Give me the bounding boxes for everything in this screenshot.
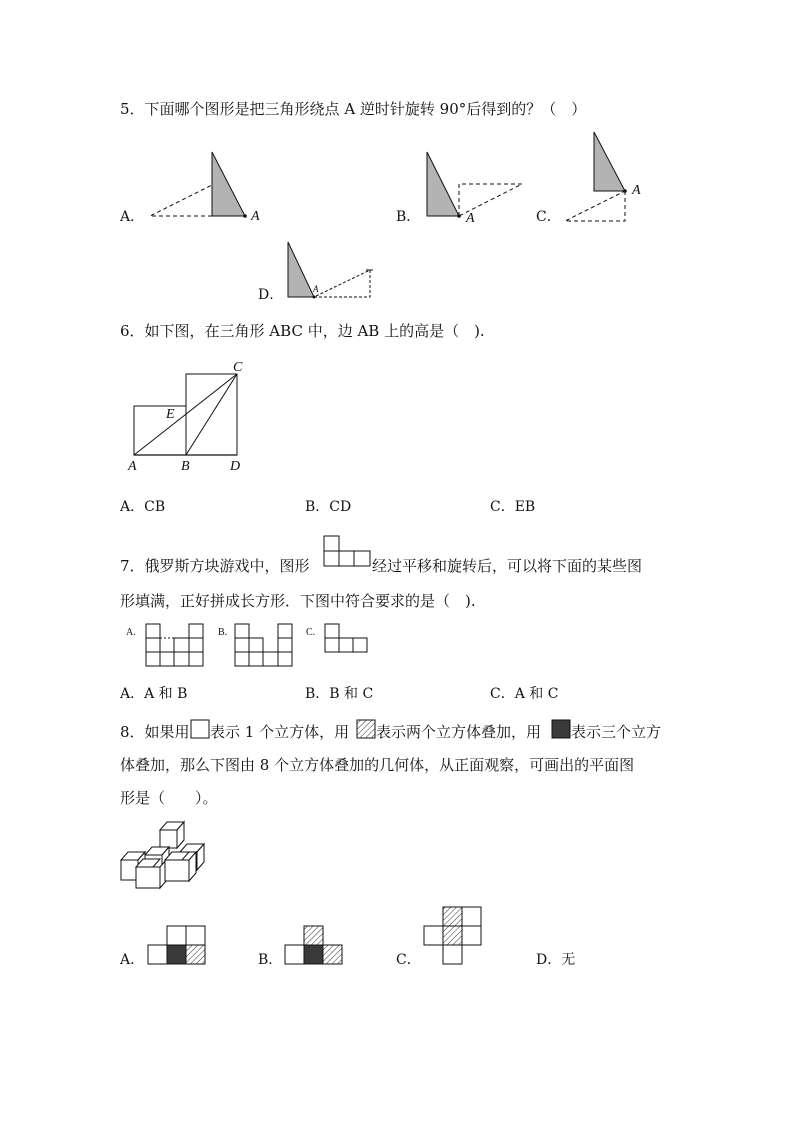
q8-option-a[interactable]: A．	[120, 952, 145, 968]
q8-option-b[interactable]: B．	[258, 952, 283, 968]
q6-option-c[interactable]: C．EB	[490, 499, 536, 515]
q8-line3: 形是（ ）。	[120, 789, 218, 807]
q7-stem-part2: 经过平移和旋转后，可以将下面的某些图	[372, 557, 643, 575]
q5-b-point-label: A	[466, 211, 475, 226]
q5-option-d[interactable]: D．	[258, 287, 284, 303]
q5-c-point-label: A	[632, 183, 641, 198]
q7-stem-part1: 7．俄罗斯方块游戏中，图形	[120, 557, 310, 575]
q7-fig-label-a: A.	[126, 627, 136, 638]
q7-option-b[interactable]: B．B 和 C	[305, 686, 374, 702]
q8-line2: 体叠加，那么下图由 8 个立方体叠加的几何体，从正面观察，可画出的平面图	[120, 756, 635, 774]
q5-option-b[interactable]: B．	[396, 209, 421, 225]
q5-stem: 5．下面哪个图形是把三角形绕点 A 逆时针旋转 90°后得到的？（ ）	[120, 100, 587, 118]
q5-a-point-label: A	[251, 209, 260, 224]
q8-option-d[interactable]: D．无	[536, 952, 576, 968]
q6-label-a: A	[128, 459, 137, 474]
q7-option-c[interactable]: C．A 和 C	[490, 686, 559, 702]
q8-line1-d: 表示三个立方	[571, 723, 662, 741]
q8-line1-b: 表示 1 个立方体，用	[210, 723, 350, 741]
q6-option-a[interactable]: A．CB	[120, 499, 166, 515]
q6-label-b: B	[181, 459, 190, 474]
q6-label-c: C	[233, 360, 243, 375]
q8-line1-c: 表示两个立方体叠加，用	[376, 723, 542, 741]
q7-fig-label-c: C.	[306, 627, 316, 638]
q5-d-point-label: A	[313, 284, 319, 294]
q8-option-c[interactable]: C．	[396, 952, 421, 968]
q7-fig-label-b: B.	[218, 627, 228, 638]
q7-stem-line2: 形填满，正好拼成长方形．下图中符合要求的是（ ).	[120, 592, 476, 610]
q6-option-b[interactable]: B．CD	[305, 499, 352, 515]
q6-stem: 6．如下图，在三角形 ABC 中，边 AB 上的高是（ ).	[120, 322, 485, 340]
q5-option-a[interactable]: A．	[120, 209, 145, 225]
q6-label-e: E	[166, 407, 175, 422]
q7-option-a[interactable]: A．A 和 B	[120, 686, 188, 702]
q6-label-d: D	[230, 459, 241, 474]
q8-line1-a: 8．如果用	[120, 723, 190, 741]
q5-option-c[interactable]: C．	[536, 209, 561, 225]
